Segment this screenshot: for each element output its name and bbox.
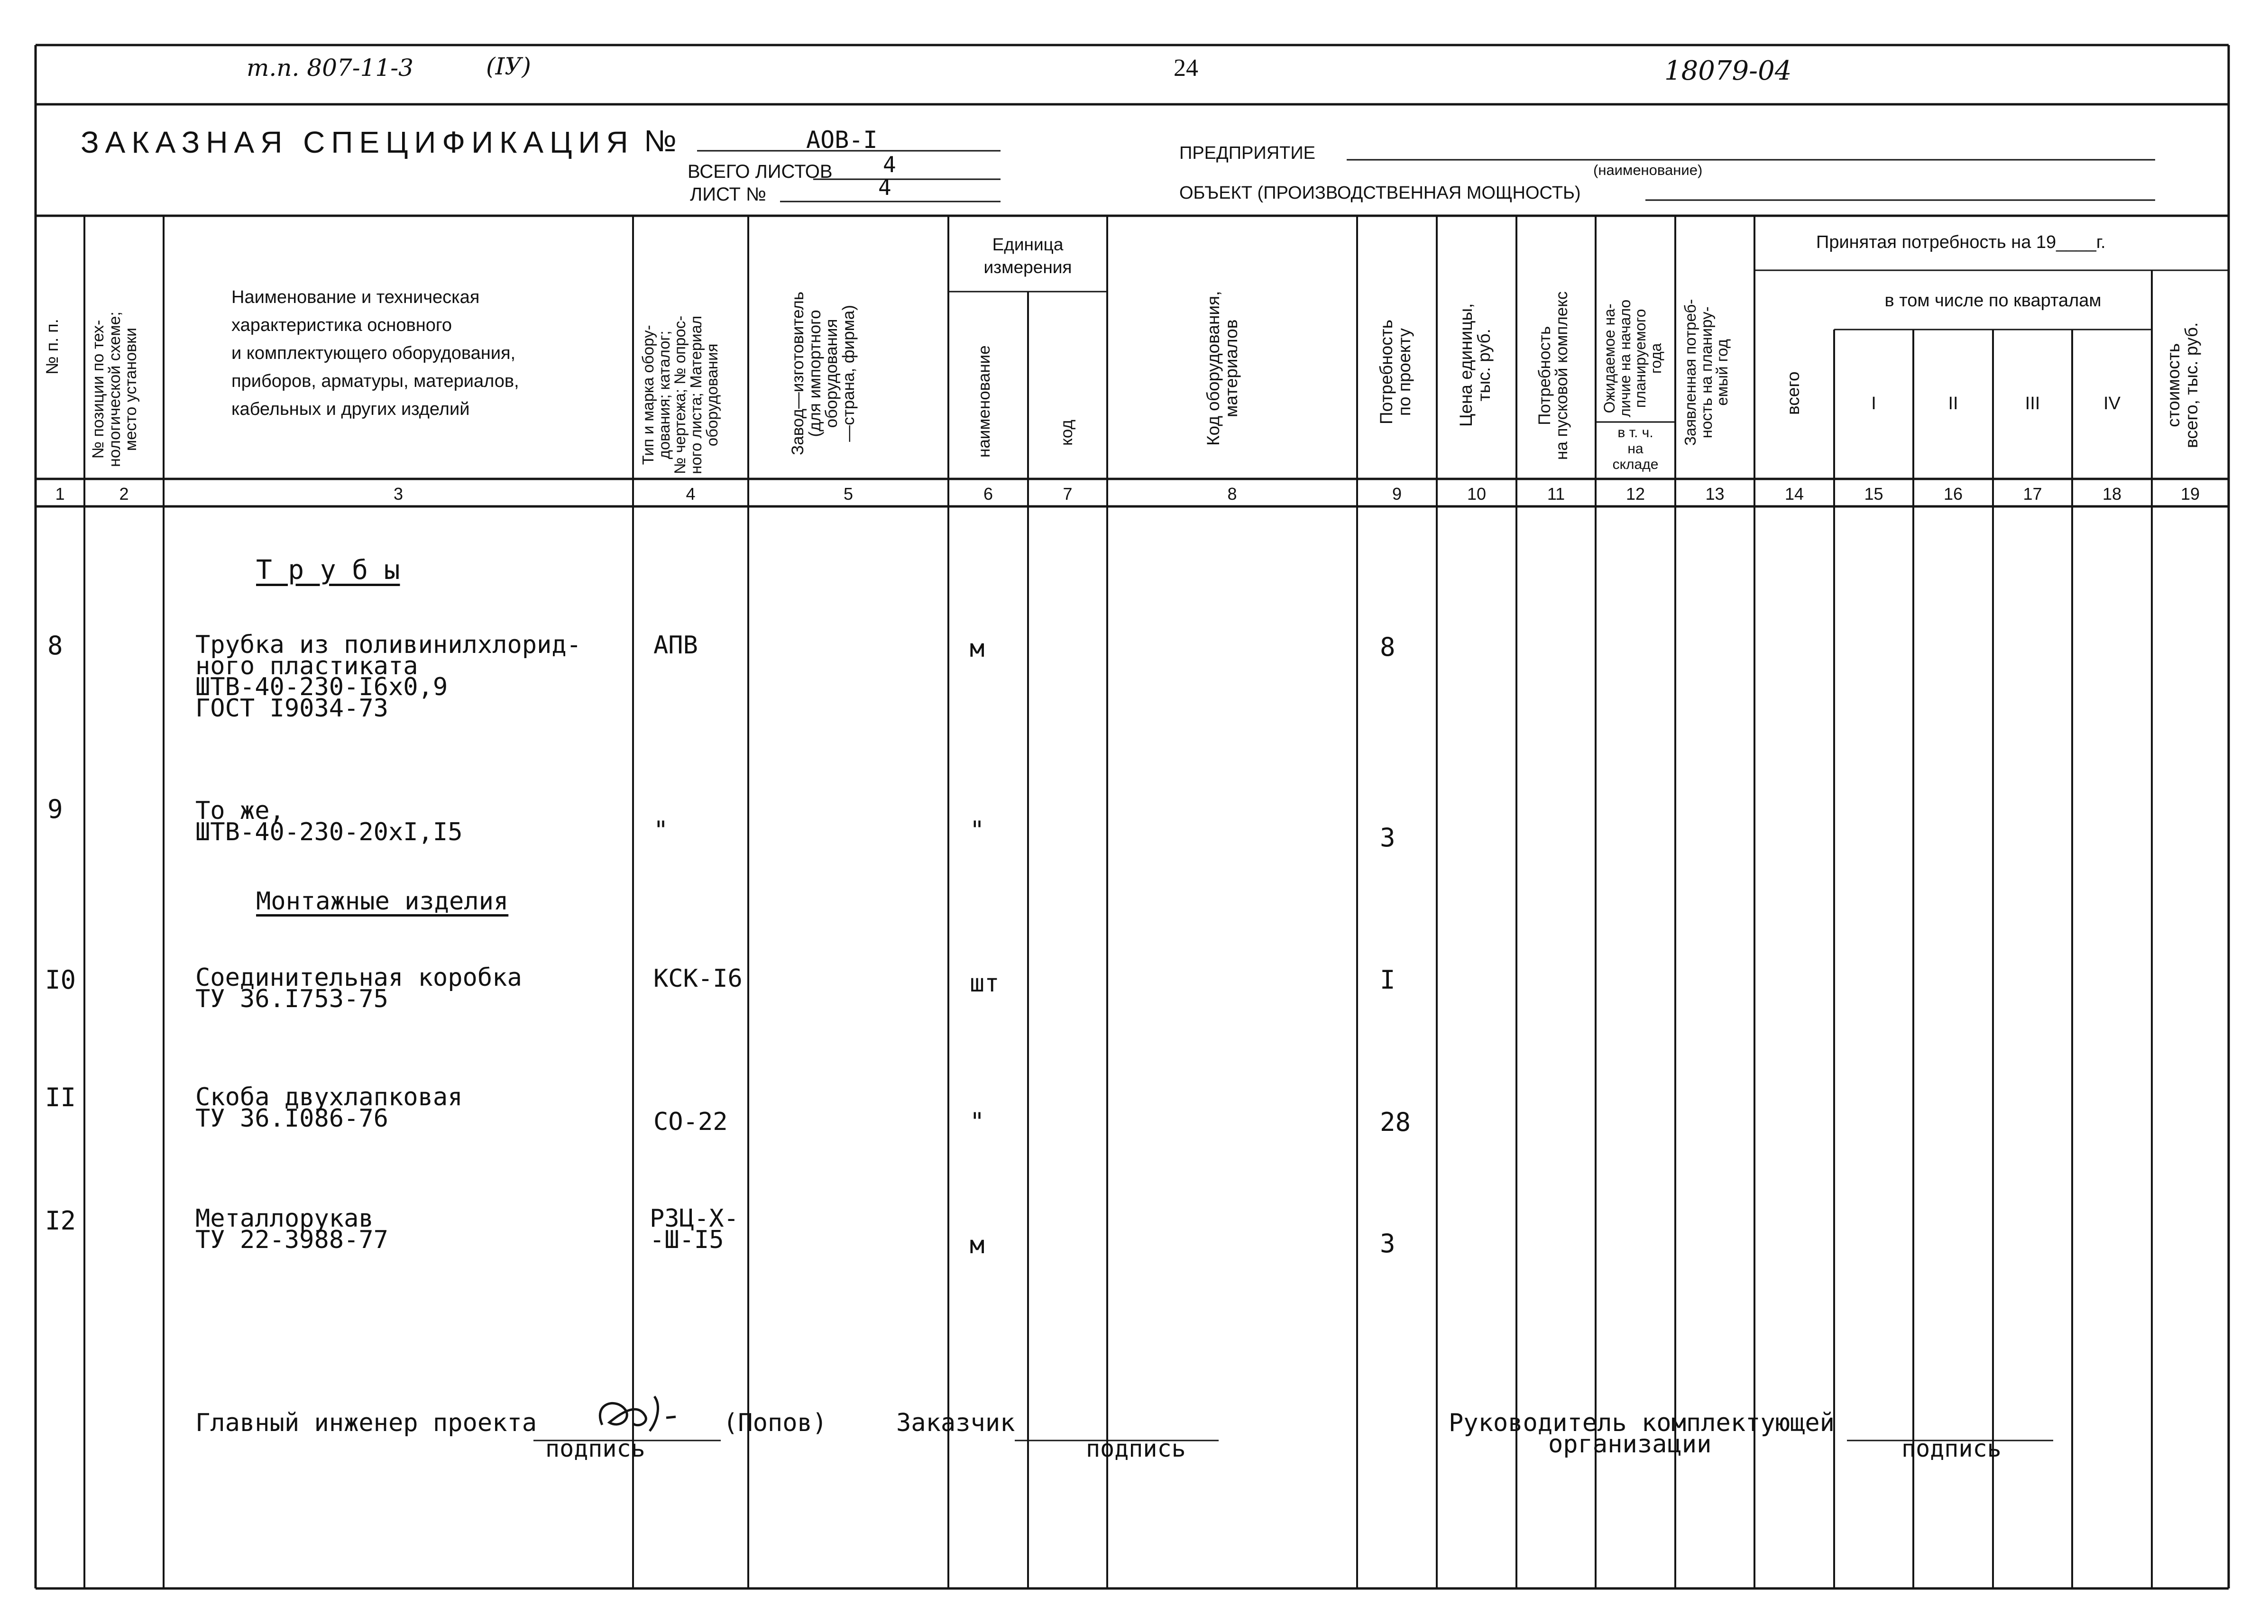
total-sheets-label: ВСЕГО ЛИСТОВ bbox=[688, 161, 833, 182]
spec-number: АОВ-I bbox=[806, 126, 878, 154]
row-9-unit: " bbox=[970, 816, 985, 844]
col-header-name: Наименование и техническая характеристика основного и комплектующего оборудования, приборов, арматуры, материалов, кабельных и других изделий bbox=[231, 287, 519, 419]
row-11-name: Скоба двухлапковая ТУ 36.I086-76 bbox=[195, 1083, 463, 1133]
customer-label: Заказчик bbox=[896, 1409, 1015, 1437]
row-8-name: Трубка из поливинилхлорид- ного пластиката ШТВ-40-230-I6х0,9 ГОСТ I9034-73 bbox=[195, 631, 581, 723]
col-number-4: 4 bbox=[686, 484, 696, 504]
col-number-18: 18 bbox=[2102, 484, 2122, 504]
col-header-in-stock: в т. ч. на складе bbox=[1612, 425, 1659, 473]
col-header-manufacturer: Завод—изготовитель (для импортного оборудования —страна, фирма) bbox=[789, 291, 858, 455]
col-header-q1: I bbox=[1871, 394, 1876, 413]
section-heading-mounting: Монтажные изделия bbox=[256, 887, 509, 916]
row-12-name: Металлорукав ТУ 22-3988-77 bbox=[195, 1204, 388, 1254]
col-header-expected: Ожидаемое на- личие на начало планируемого года bbox=[1601, 299, 1664, 417]
row-8-unit: м bbox=[970, 634, 985, 663]
col-number-6: 6 bbox=[983, 484, 993, 504]
signature-scribble bbox=[600, 1396, 676, 1431]
sheet-value: 4 bbox=[878, 174, 891, 200]
col-number-8: 8 bbox=[1227, 484, 1237, 504]
row-8-quantity: 8 bbox=[1380, 632, 1396, 662]
supplier-signature-label: подпись bbox=[1901, 1435, 2002, 1462]
col-number-16: 16 bbox=[1943, 484, 1963, 504]
chief-signature-label: подпись bbox=[545, 1435, 645, 1462]
project-code: т.п. 807-11-3 bbox=[247, 54, 413, 82]
col-header-unit-group: Единица измерения bbox=[983, 235, 1072, 277]
col-header-cost: стоимость всего, тыс. руб. bbox=[2164, 322, 2201, 448]
page-number: 24 bbox=[1174, 55, 1198, 82]
row-9-name: То же, ШТВ-40-230-20хI,I5 bbox=[195, 797, 463, 846]
col-number-5: 5 bbox=[843, 484, 854, 504]
row-11-unit: " bbox=[970, 1108, 985, 1136]
col-number-12: 12 bbox=[1625, 484, 1645, 504]
chief-engineer-name: (Попов) bbox=[723, 1409, 827, 1437]
number-sign: № bbox=[644, 124, 677, 158]
col-number-13: 13 bbox=[1705, 484, 1725, 504]
row-11-type: СО-22 bbox=[653, 1108, 728, 1136]
col-header-type: Тип и марка обору- дования; каталог; № чертежа; № опрос- ного листа; Материал оборудования bbox=[639, 315, 721, 474]
row-9-number: 9 bbox=[47, 794, 63, 824]
row-10-unit: шт bbox=[970, 969, 1000, 998]
form-title: ЗАКАЗНАЯ СПЕЦИФИКАЦИЯ bbox=[81, 125, 634, 159]
supplier-label-line2: организации bbox=[1548, 1430, 1712, 1459]
col-number-19: 19 bbox=[2180, 484, 2200, 504]
col-header-q4: IV bbox=[2103, 394, 2121, 413]
customer-signature-label: подпись bbox=[1086, 1435, 1186, 1462]
sheet-label: ЛИСТ № bbox=[690, 184, 767, 205]
document-number: 18079-04 bbox=[1664, 55, 1792, 86]
col-number-14: 14 bbox=[1784, 484, 1804, 504]
row-10-number: I0 bbox=[45, 965, 76, 995]
object-label: ОБЪЕКТ (ПРОИЗВОДСТВЕННАЯ МОЩНОСТЬ) bbox=[1179, 183, 1581, 203]
row-12-quantity: 3 bbox=[1380, 1229, 1396, 1258]
row-10-quantity: I bbox=[1380, 965, 1396, 995]
col-header-equipment-code: Код оборудования, материалов bbox=[1203, 291, 1241, 446]
col-header-unit-name: наименование bbox=[975, 345, 993, 458]
col-number-9: 9 bbox=[1392, 484, 1402, 504]
row-8-number: 8 bbox=[47, 631, 63, 661]
row-10-type: КСК-I6 bbox=[653, 964, 743, 993]
col-number-7: 7 bbox=[1063, 484, 1073, 504]
row-11-quantity: 28 bbox=[1380, 1107, 1411, 1137]
col-header-unit-code: код bbox=[1057, 420, 1076, 446]
col-header-accepted: Принятая потребность на 19____г. bbox=[1816, 232, 2106, 252]
supplier-label-line1: Руководитель комплектующей bbox=[1449, 1409, 1835, 1437]
col-number-2: 2 bbox=[119, 484, 129, 504]
col-header-num: № п. п. bbox=[42, 319, 62, 375]
col-header-price: Цена единицы, тыс. руб. bbox=[1456, 303, 1494, 427]
col-header-declared: Заявленная потреб- ность на планиру- емый год bbox=[1681, 299, 1731, 446]
row-9-quantity: 3 bbox=[1380, 823, 1396, 853]
enterprise-label: ПРЕДПРИЯТИЕ bbox=[1179, 143, 1316, 163]
total-sheets-value: 4 bbox=[883, 152, 896, 177]
col-number-11: 11 bbox=[1547, 484, 1565, 504]
row-9-type: " bbox=[653, 816, 669, 844]
row-12-unit: м bbox=[970, 1231, 985, 1259]
row-12-number: I2 bbox=[45, 1206, 76, 1236]
col-number-10: 10 bbox=[1467, 484, 1487, 504]
section-heading-pipes: Т р у б ы bbox=[256, 555, 400, 586]
col-number-17: 17 bbox=[2023, 484, 2042, 504]
col-header-quarters: в том числе по кварталам bbox=[1884, 291, 2102, 311]
row-11-number: II bbox=[45, 1083, 76, 1112]
album-number: (IУ) bbox=[486, 53, 531, 80]
col-number-1: 1 bbox=[55, 484, 65, 504]
col-number-15: 15 bbox=[1864, 484, 1883, 504]
row-12-type: РЗЦ-Х- -Ш-I5 bbox=[650, 1204, 739, 1254]
chief-engineer-label: Главный инженер проекта bbox=[195, 1409, 537, 1437]
col-header-q2: II bbox=[1948, 394, 1958, 413]
row-8-type: АПВ bbox=[653, 631, 698, 660]
col-header-startup-need: Потребность на пусковой комплекс bbox=[1535, 291, 1571, 460]
col-header-q3: III bbox=[2025, 394, 2040, 413]
col-header-position: № позиции по тех- нологической схеме; место установки bbox=[89, 312, 140, 467]
naming-label: (наименование) bbox=[1593, 162, 1703, 178]
col-number-3: 3 bbox=[393, 484, 404, 504]
col-header-need: Потребность по проекту bbox=[1377, 320, 1414, 424]
row-10-name: Соединительная коробка ТУ 36.I753-75 bbox=[195, 963, 522, 1013]
col-header-total: всего bbox=[1783, 371, 1803, 415]
